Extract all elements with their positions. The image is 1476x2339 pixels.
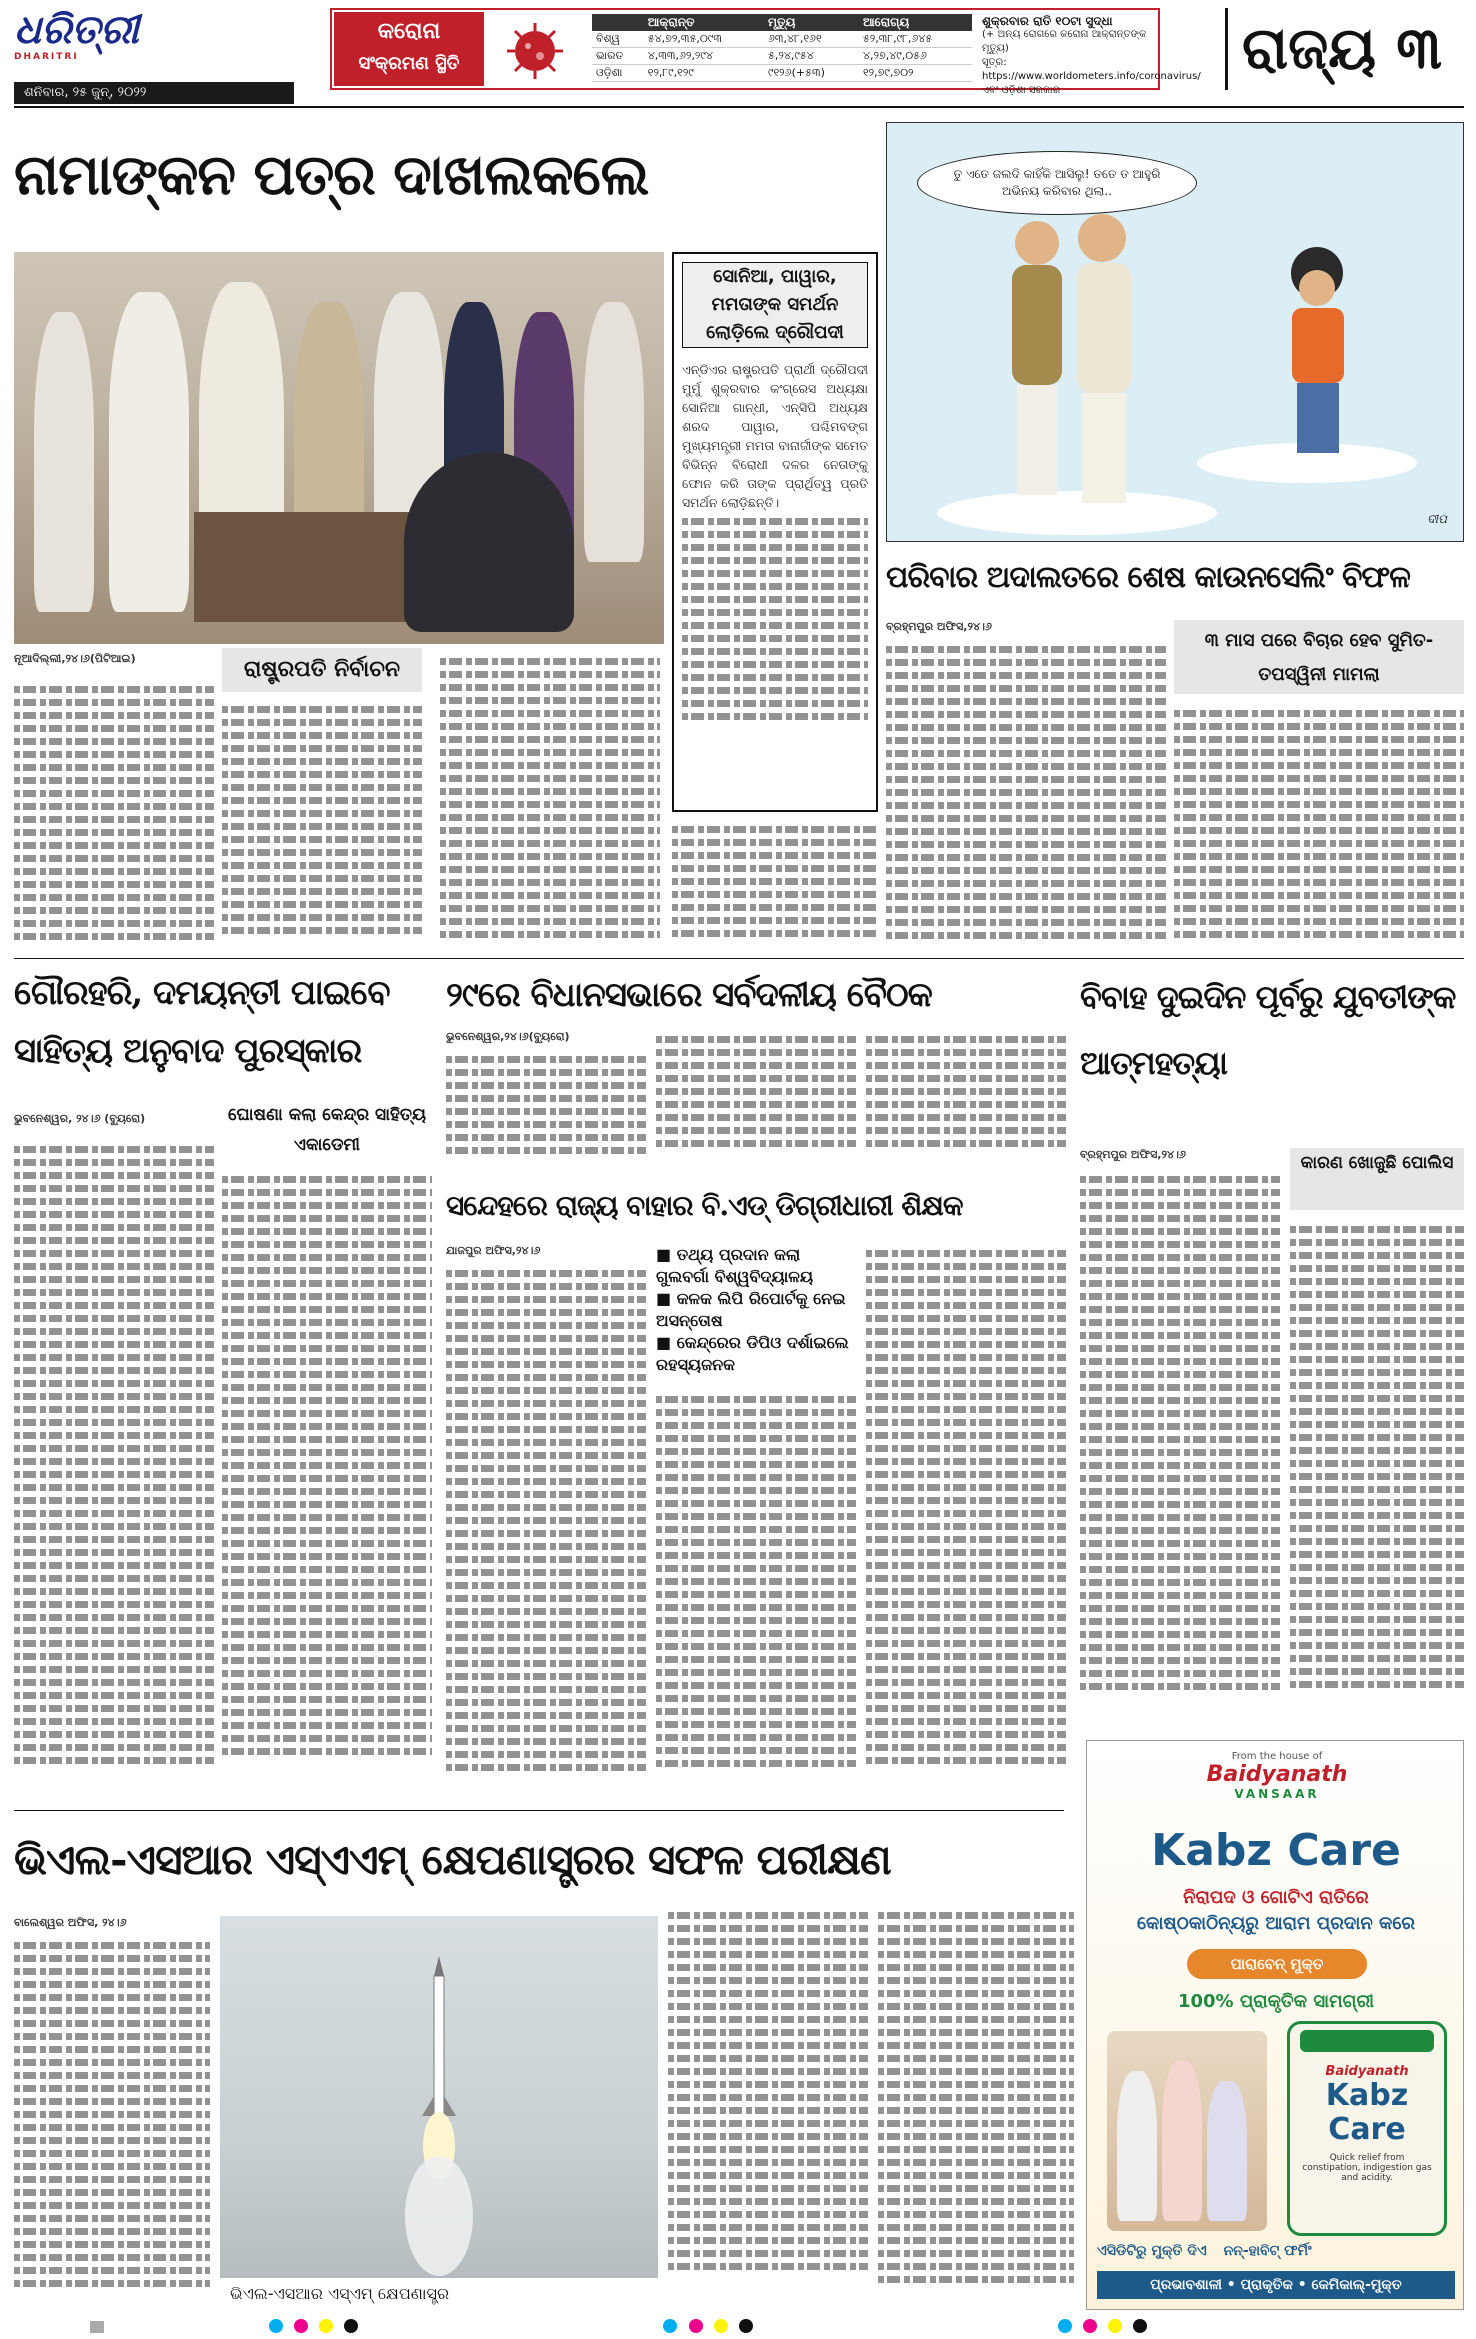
ad-footer2: ନନ୍-ହାବିଟ୍ ଫର୍ମିଂ [1223, 2243, 1312, 2259]
family-court-col-1 [886, 640, 1166, 950]
registration-dot-black [1133, 2319, 1147, 2333]
table-cell: ୫୪,୭୨,୩୫,୦୯୩ [644, 31, 764, 48]
section-label: ରାଜ୍ୟ ୩ [1225, 8, 1465, 90]
award-col-2 [222, 1170, 432, 1800]
bed-headline: ସନ୍ଦେହରେ ରାଜ୍ୟ ବାହାର ବି.ଏଡ୍ ଡିଗ୍ରୀଧାରୀ ଶିକ୍ଷକ [446, 1189, 963, 1222]
registration-dot-black [344, 2319, 358, 2333]
bed-col-3 [866, 1244, 1066, 1804]
ad-natural: 100% ପ୍ରାକୃତିକ ସାମଗ୍ରୀ [1177, 1991, 1375, 2012]
covid-note-source: ସୂତ୍ର: https://www.worldometers.info/coronavirus/ ଏବଂ ଓଡ଼ିଶା ସରକାର [982, 57, 1201, 96]
covid-title [334, 12, 484, 86]
ad-brand-tag: From the house of [1231, 1751, 1323, 1762]
logo-text: ଧରିତ୍ରୀ [14, 6, 139, 53]
ad-jar-brand: Baidyanath [1325, 2064, 1409, 2079]
suicide-col-1 [1080, 1170, 1280, 1730]
table-cell: ୫,୨୪,୯୫୪ [764, 48, 859, 65]
registration-dot-yellow [1108, 2319, 1122, 2333]
lead-photo [14, 252, 664, 644]
missile-illustration [220, 1916, 658, 2276]
table-cell: ଓଡ଼ିଶା [592, 65, 644, 82]
family-court-headline: ପରିବାର ଅଦାଲତରେ ଶେଷ କାଉନସେଲିଂ ବିଫଳ [886, 560, 1410, 595]
table-cell: ଭାରତ [592, 48, 644, 65]
covid-header-infected: ଆକ୍ରାନ୍ତ [644, 14, 764, 31]
bed-bullet-1: ■ ତଥ୍ୟ ପ୍ରଦାନ କଲା ଗୁଲବର୍ଗା ବିଶ୍ୱବିଦ୍ୟାଳୟ [656, 1245, 814, 1286]
award-col-1 [14, 1140, 214, 1800]
lead-sidebar-text: ଏନ୍‌ଡିଏର ରାଷ୍ଟ୍ରପତି ପ୍ରାର୍ଥୀ ଦ୍ରୌପଦୀ ମୁର୍ମୁ ଶୁକ୍ରବାର କଂଗ୍ରେସ ଅଧ୍ୟକ୍ଷା ସୋନିଆ ଗାନ୍ଧୀ, ଏନ୍‌ସିପି ଅଧ୍ୟକ୍ଷ ଶରଦ ପାୱାର, ପଶ୍ଚିମବଙ୍ଗ ମୁଖ୍ୟମନ୍ତ୍ରୀ ମମତା ବାନାର୍ଜୀଙ୍କ ସମେତ ବିଭିନ୍ନ ବିରୋଧୀ ଦଳର ନେତାଙ୍କୁ ଫୋନ କରି ତାଙ୍କ ପ୍ରାର୍ଥିତ୍ୱ ପ୍ରତି ସମର୍ଥନ ଲୋଡ଼ିଛନ୍ତି। [682, 362, 868, 510]
registration-dot-cyan [269, 2319, 283, 2333]
bed-col-1 [446, 1264, 646, 1804]
registration-dot-black [739, 2319, 753, 2333]
masthead-logo [14, 6, 139, 66]
missile-col-1 [14, 1936, 210, 2306]
lead-sidebar [672, 252, 878, 812]
assembly-headline: ୨୯ରେ ବିଧାନସଭାରେ ସର୍ବଦଳୀୟ ବୈଠକ [446, 975, 932, 1015]
registration-dot-magenta [1083, 2319, 1097, 2333]
covid-row-world [592, 31, 972, 48]
table-cell: ୧୨,୮୯,୧୨୯ [644, 65, 764, 82]
bed-bullet-3: ■ କେନ୍ଦ୍ରେର ଡିପିଓ ଦର୍ଶାଇଲେ ରହସ୍ୟଜନକ [656, 1333, 849, 1374]
missile-headline: ଭିଏଲ-ଏସଆର ଏସ୍‌ଏଏମ୍ କ୍ଷେପଣାସ୍ତ୍ରର ସଫଳ ପରୀକ୍ଷଣ [14, 1835, 891, 1884]
assembly-col-3 [866, 1030, 1066, 1170]
issue-date: ଶନିବାର, ୨୫ ଜୁନ୍, ୨୦୨୨ [14, 82, 294, 104]
covid-note-time: ଶୁକ୍ରବାର ରାତି ୧୦ଟା ସୁଦ୍ଧା [982, 14, 1113, 28]
ad-brand-block [1187, 1751, 1367, 1801]
covid-row-india [592, 48, 972, 65]
family-court-col-2 [1174, 704, 1464, 950]
bed-col-2 [656, 1390, 856, 1804]
award-dateline: ଭୁବନେଶ୍ୱର, ୨୪।୬ (ବ୍ୟୁରୋ) [14, 1112, 146, 1125]
lead-headline: ନାମାଙ୍କନ ପତ୍ର ଦାଖଲକଲେ [14, 142, 649, 208]
registration-dot-yellow [714, 2319, 728, 2333]
table-cell: ୯୧୨୬(+୫୩) [764, 65, 859, 82]
ad-line1: ନିରାପଦ ଓ ଗୋଟିଏ ରାତିରେ [1183, 1887, 1369, 1908]
masthead-divider [14, 106, 1464, 108]
assembly-col-2 [656, 1030, 856, 1170]
award-headline: ଗୌରହରି, ଦମୟନ୍ତୀ ପାଇବେ ସାହିତ୍ୟ ଅନୁବାଦ ପୁରସ୍କାର [14, 973, 390, 1071]
table-cell: ବିଶ୍ୱ [592, 31, 644, 48]
assembly-dateline: ଭୁବନେଶ୍ୱର,୨୪।୬(ବ୍ୟୁରୋ) [446, 1030, 570, 1043]
virus-icon [490, 18, 580, 84]
ad-product-jar [1287, 2021, 1447, 2236]
editorial-cartoon [886, 122, 1464, 542]
registration-dot-magenta [689, 2319, 703, 2333]
registration-block [90, 2321, 104, 2333]
ad-product: Kabz Care [1151, 1825, 1401, 1876]
suicide-dateline: ବ୍ରହ୍ମପୁର ଅଫିସ,୨୪।୬ [1080, 1148, 1186, 1161]
covid-note [982, 14, 1201, 98]
bed-bullet-2: ■ କଳକ ଲିପି ରିପୋର୍ଟକୁ ନେଇ ଅସନ୍ତୋଷ [656, 1289, 846, 1330]
table-cell: ୪,୨୭,୪୯,୦୫୬ [859, 48, 972, 65]
covid-title-line1: କରୋନା [377, 19, 441, 44]
covid-note-extra: (+ ଅନ୍ୟ ରୋଗରେ କରୋନା ଆକ୍ରାନ୍ତଙ୍କ ମୃତ୍ୟୁ) [982, 29, 1147, 54]
bed-bullets [656, 1244, 856, 1384]
missile-dateline: ବାଲେଶ୍ୱର ଅଫିସ, ୨୪।୬ [14, 1916, 127, 1929]
cartoon-signature: ଦୀପ [1427, 512, 1447, 526]
lead-subhead: ରାଷ୍ଟ୍ରପତି ନିର୍ବାଚନ [222, 648, 422, 692]
ad-line2: କୋଷ୍ଠକାଠିନ୍ୟରୁ ଆରାମ ପ୍ରଦାନ କରେ [1137, 1913, 1415, 1934]
table-cell: ୬୩,୪୮,୧୬୧ [764, 31, 859, 48]
ad-jar-sub: Quick relief from constipation, indigestion gas and acidity. [1302, 2153, 1432, 2183]
divider [14, 958, 1464, 959]
missile-photo [220, 1916, 658, 2306]
ad-footer1: ଏସିଡିଟିରୁ ମୁକ୍ତି ଦିଏ [1097, 2243, 1207, 2259]
covid-table [592, 14, 972, 82]
cartoon-speech-bubble: ତୁ ଏତେ ଜଲଦି କାହିଁକି ଆସିଲୁ! ତତେ ତ ଆହୁରି ଅଭିନୟ କରିବାର ଥିଲା.. [917, 151, 1197, 215]
ad-footer3: ପ୍ରଭାବଶାଳୀ • ପ୍ରାକୃତିକ • କେମିକାଲ୍-ମୁକ୍ତ [1097, 2271, 1455, 2299]
kabz-care-ad[interactable] [1086, 1740, 1464, 2310]
suicide-headline: ବିବାହ ଦୁଇଦିନ ପୂର୍ବରୁ ଯୁବତୀଙ୍କ ଆତ୍ମହତ୍ୟା [1080, 978, 1456, 1082]
covid-header-blank [592, 14, 644, 31]
assembly-col-1 [446, 1050, 646, 1170]
logo-subtext: DHARITRI [14, 52, 79, 62]
family-court-boxed: ୩ ମାସ ପରେ ବିଚାର ହେବ ସୁମିତ-ତପସ୍ୱିନୀ ମାମଲା [1174, 620, 1464, 694]
registration-dot-cyan [1058, 2319, 1072, 2333]
covid-row-odisha [592, 65, 972, 82]
covid-header-deaths: ମୃତ୍ୟୁ [764, 14, 859, 31]
lead-sidebar-title: ସୋନିଆ, ପାୱାର, ମମତାଙ୍କ ସମର୍ଥନ ଲୋଡ଼ିଲେ ଦ୍ରୌପଦୀ [682, 262, 868, 348]
missile-caption: ଭିଏଲ-ଏସଆର ଏସ୍‌ଏମ୍ କ୍ଷେପଣାସ୍ତ୍ର [220, 2278, 658, 2306]
missile-col-2 [668, 1816, 868, 2306]
registration-dot-cyan [663, 2319, 677, 2333]
covid-status-box [330, 8, 1201, 96]
lead-col-3 [440, 652, 660, 950]
print-registration-marks [90, 2318, 1390, 2334]
suicide-col-2 [1290, 1220, 1464, 1730]
bed-dateline: ଯାଜପୁର ଅଫିସ,୨୪।୬ [446, 1244, 541, 1257]
lead-col-4 [672, 820, 878, 950]
missile-col-3 [878, 1906, 1074, 2306]
covid-title-line2: ସଂକ୍ରମଣ ସ୍ଥିତି [358, 53, 460, 74]
lead-col-1 [14, 680, 214, 950]
lead-sidebar-body [674, 356, 876, 796]
lead-col-2 [222, 700, 422, 950]
ad-badge: ପାରାବେନ୍ ମୁକ୍ତ [1187, 1949, 1367, 1979]
registration-dot-magenta [294, 2319, 308, 2333]
covid-header-recovered: ଆରୋଗ୍ୟ [859, 14, 972, 31]
award-subhead: ଘୋଷଣା କଲା କେନ୍ଦ୍ର ସାହିତ୍ୟ ଏକାଡେମୀ [222, 1100, 432, 1162]
ad-family-photo [1107, 2031, 1267, 2231]
ad-brand: Baidyanath [1206, 1762, 1348, 1787]
suicide-subhead: କାରଣ ଖୋଜୁଛି ପୋଲିସ [1290, 1148, 1464, 1210]
cartoon-illustration [887, 123, 1465, 543]
family-court-dateline: ବ୍ରହ୍ମପୁର ଅଫିସ,୨୪।୬ [886, 620, 992, 633]
table-cell: ୪,୩୩,୬୨,୨୯୪ [644, 48, 764, 65]
table-cell: ୫୨,୩୮,୯୮,୬୪୫ [859, 31, 972, 48]
table-cell: ୧୨,୭୯,୭୦୨ [859, 65, 972, 82]
registration-dot-yellow [319, 2319, 333, 2333]
ad-brand2: VANSAAR [1234, 1787, 1320, 1801]
divider [14, 1810, 1064, 1811]
lead-dateline: ନୂଆଦିଲ୍ଲୀ,୨୪।୬(ପିଟିଆଇ) [14, 652, 136, 665]
ad-footer-row [1097, 2243, 1455, 2259]
ad-jar-title: Kabz Care [1325, 2078, 1409, 2147]
